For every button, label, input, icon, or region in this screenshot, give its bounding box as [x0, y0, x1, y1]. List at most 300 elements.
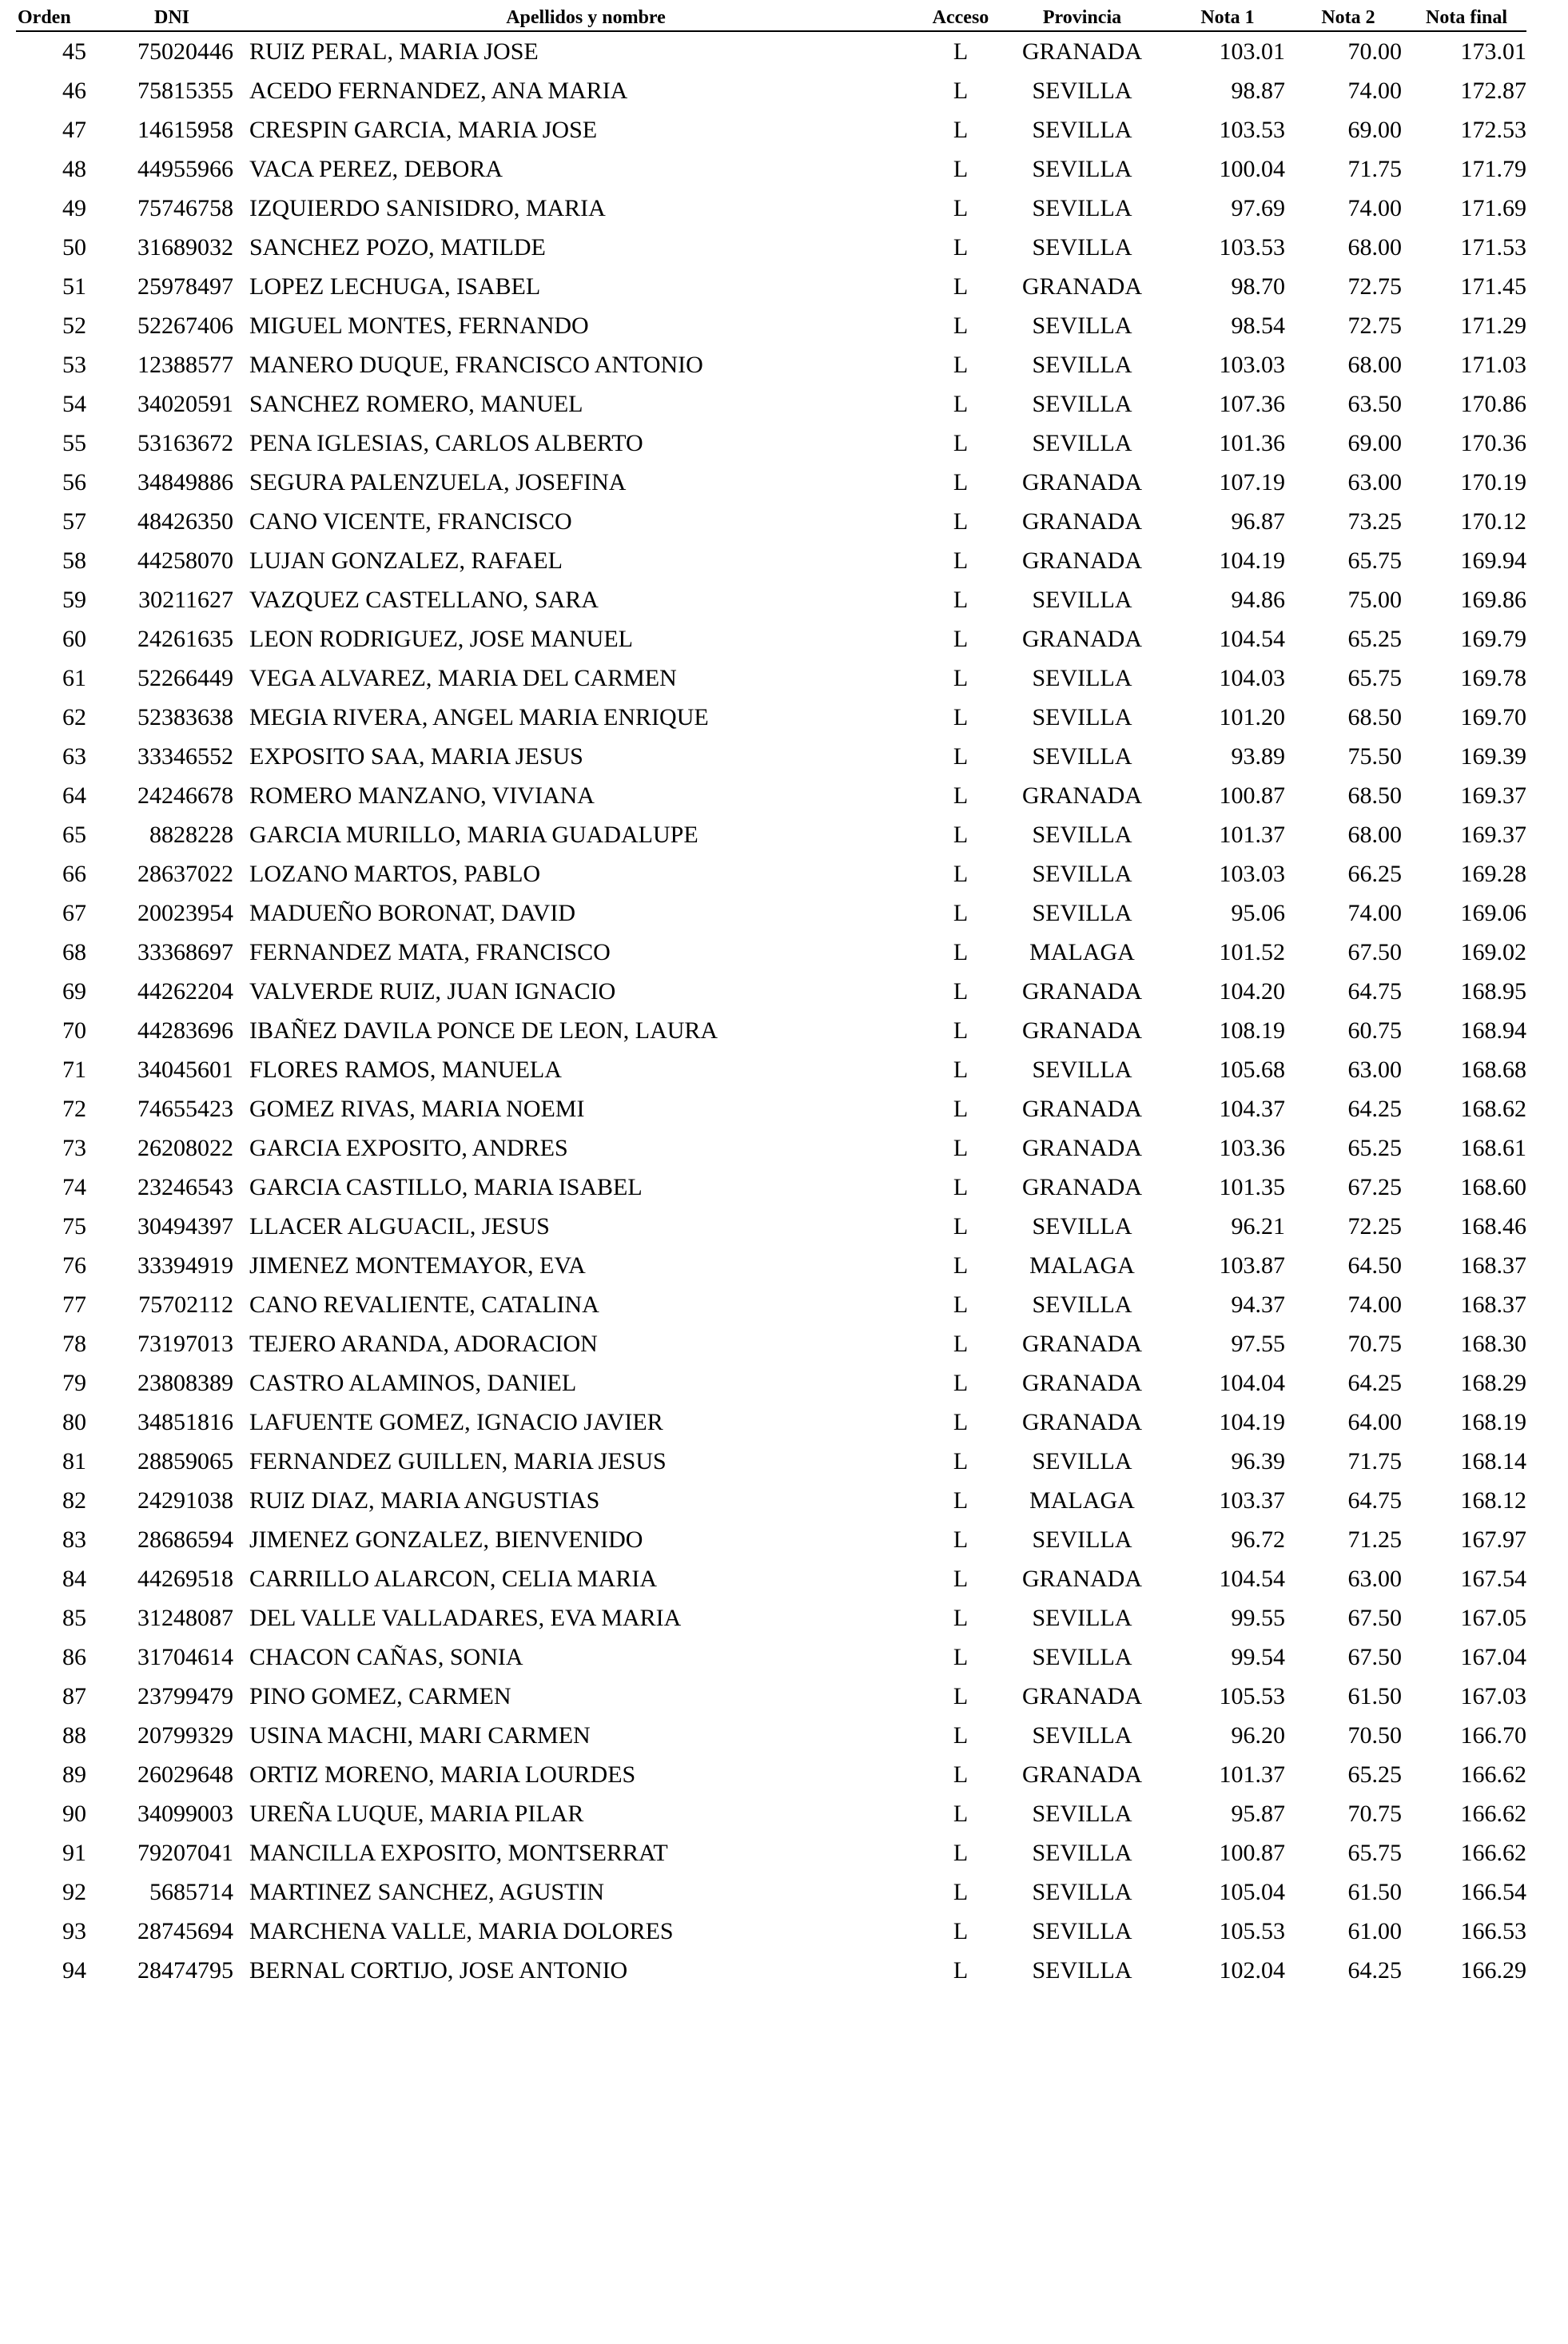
cell-nota1: 97.69	[1231, 194, 1285, 221]
cell-provincia: SEVILLA	[1032, 1056, 1132, 1083]
cell-acceso: L	[953, 547, 969, 574]
cell-orden: 49	[62, 194, 86, 221]
cell-dni: 52266449	[137, 664, 233, 691]
cell-orden: 51	[62, 273, 86, 300]
cell-nota2: 65.25	[1347, 625, 1402, 652]
table-row	[16, 110, 1526, 149]
cell-orden: 67	[62, 899, 86, 926]
cell-orden: 61	[62, 664, 86, 691]
table-row	[16, 1363, 1526, 1403]
cell-nota2: 60.75	[1347, 1017, 1402, 1044]
cell-nombre: CRESPIN GARCIA, MARIA JOSE	[249, 116, 598, 143]
cell-acceso: L	[953, 38, 969, 65]
table-row	[16, 1677, 1526, 1716]
cell-nota1: 104.54	[1219, 625, 1285, 652]
cell-provincia: MALAGA	[1029, 1252, 1135, 1279]
table-row	[16, 1207, 1526, 1246]
cell-provincia: GRANADA	[1022, 1017, 1142, 1044]
cell-nota2: 67.50	[1347, 938, 1402, 965]
cell-nota1: 107.36	[1219, 390, 1285, 417]
cell-acceso: L	[953, 468, 969, 495]
cell-acceso: L	[953, 273, 969, 300]
cell-nota1: 105.68	[1219, 1056, 1285, 1083]
cell-dni: 31248087	[137, 1604, 233, 1631]
cell-dni: 34020591	[137, 390, 233, 417]
cell-nota2: 69.00	[1347, 429, 1402, 456]
cell-provincia: SEVILLA	[1032, 1212, 1132, 1240]
cell-nombre: CHACON CAÑAS, SONIA	[249, 1643, 523, 1670]
cell-provincia: GRANADA	[1022, 468, 1142, 495]
cell-provincia: SEVILLA	[1032, 664, 1132, 691]
cell-acceso: L	[953, 1604, 969, 1631]
cell-nota-final: 166.62	[1460, 1800, 1526, 1827]
table-row	[16, 698, 1526, 737]
column-header-provincia: Provincia	[1042, 7, 1122, 28]
cell-dni: 12388577	[137, 351, 233, 378]
cell-nombre: LLACER ALGUACIL, JESUS	[249, 1212, 550, 1240]
cell-nota2: 69.00	[1347, 116, 1402, 143]
cell-dni: 48426350	[137, 507, 233, 535]
cell-dni: 31689032	[137, 233, 233, 261]
cell-provincia: GRANADA	[1022, 547, 1142, 574]
cell-dni: 8828228	[149, 821, 233, 848]
cell-orden: 91	[62, 1839, 86, 1866]
cell-provincia: GRANADA	[1022, 625, 1142, 652]
cell-provincia: SEVILLA	[1032, 742, 1132, 770]
cell-acceso: L	[953, 1761, 969, 1788]
cell-orden: 69	[62, 977, 86, 1005]
cell-dni: 33346552	[137, 742, 233, 770]
table-row	[16, 1324, 1526, 1363]
cell-nota2: 68.00	[1347, 351, 1402, 378]
cell-nombre: EXPOSITO SAA, MARIA JESUS	[249, 742, 583, 770]
cell-provincia: SEVILLA	[1032, 1291, 1132, 1318]
cell-provincia: SEVILLA	[1032, 1604, 1132, 1631]
table-row	[16, 306, 1526, 345]
cell-provincia: SEVILLA	[1032, 351, 1132, 378]
cell-orden: 85	[62, 1604, 86, 1631]
cell-nota-final: 168.29	[1460, 1369, 1526, 1396]
cell-nombre: TEJERO ARANDA, ADORACION	[249, 1330, 598, 1357]
cell-nota-final: 170.19	[1460, 468, 1526, 495]
cell-nota-final: 171.79	[1460, 155, 1526, 182]
table-row	[16, 1285, 1526, 1324]
cell-nota1: 105.53	[1219, 1917, 1285, 1944]
cell-acceso: L	[953, 586, 969, 613]
cell-dni: 23246543	[137, 1173, 233, 1200]
cell-nota1: 103.53	[1219, 116, 1285, 143]
column-header-nota2: Nota 2	[1321, 7, 1375, 28]
cell-orden: 71	[62, 1056, 86, 1083]
cell-nota1: 100.04	[1219, 155, 1285, 182]
table-row	[16, 1638, 1526, 1677]
cell-nota-final: 169.78	[1460, 664, 1526, 691]
cell-provincia: GRANADA	[1022, 38, 1142, 65]
cell-provincia: SEVILLA	[1032, 1917, 1132, 1944]
cell-nota-final: 169.06	[1460, 899, 1526, 926]
cell-nombre: MIGUEL MONTES, FERNANDO	[249, 312, 589, 339]
cell-nota1: 95.87	[1231, 1800, 1285, 1827]
cell-dni: 24246678	[137, 782, 233, 809]
column-header-acceso: Acceso	[932, 7, 989, 28]
cell-nota-final: 169.28	[1460, 860, 1526, 887]
cell-dni: 23808389	[137, 1369, 233, 1396]
cell-orden: 83	[62, 1526, 86, 1553]
cell-dni: 25978497	[137, 273, 233, 300]
cell-nombre: RUIZ DIAZ, MARIA ANGUSTIAS	[249, 1486, 600, 1514]
cell-acceso: L	[953, 1800, 969, 1827]
cell-dni: 34851816	[137, 1408, 233, 1435]
cell-acceso: L	[953, 429, 969, 456]
cell-nota-final: 168.12	[1460, 1486, 1526, 1514]
cell-dni: 73197013	[137, 1330, 233, 1357]
cell-nota2: 64.00	[1347, 1408, 1402, 1435]
cell-dni: 30211627	[138, 586, 233, 613]
table-row	[16, 1246, 1526, 1285]
cell-nota1: 105.04	[1219, 1878, 1285, 1905]
cell-nombre: IBAÑEZ DAVILA PONCE DE LEON, LAURA	[249, 1017, 718, 1044]
cell-nota-final: 172.53	[1460, 116, 1526, 143]
cell-nota-final: 171.45	[1460, 273, 1526, 300]
cell-dni: 26208022	[137, 1134, 233, 1161]
cell-nota2: 65.25	[1347, 1761, 1402, 1788]
cell-nota1: 103.03	[1219, 860, 1285, 887]
table-row	[16, 1520, 1526, 1559]
cell-orden: 86	[62, 1643, 86, 1670]
cell-dni: 14615958	[137, 116, 233, 143]
cell-acceso: L	[953, 351, 969, 378]
cell-nota-final: 168.95	[1460, 977, 1526, 1005]
cell-dni: 28474795	[137, 1956, 233, 1984]
cell-dni: 44283696	[137, 1017, 233, 1044]
table-row	[16, 933, 1526, 972]
cell-nota-final: 168.62	[1460, 1095, 1526, 1122]
cell-nombre: CASTRO ALAMINOS, DANIEL	[249, 1369, 577, 1396]
table-row	[16, 541, 1526, 580]
cell-nota1: 101.52	[1219, 938, 1285, 965]
table-row	[16, 1598, 1526, 1638]
table-row	[16, 1442, 1526, 1481]
cell-orden: 77	[62, 1291, 86, 1318]
cell-nota-final: 171.29	[1460, 312, 1526, 339]
cell-nota1: 104.20	[1219, 977, 1285, 1005]
cell-nota-final: 167.03	[1460, 1682, 1526, 1709]
cell-nota2: 72.75	[1347, 312, 1402, 339]
cell-nota2: 70.75	[1347, 1800, 1402, 1827]
cell-nota2: 74.00	[1347, 899, 1402, 926]
cell-acceso: L	[953, 1956, 969, 1984]
cell-nombre: LUJAN GONZALEZ, RAFAEL	[249, 547, 563, 574]
cell-acceso: L	[953, 977, 969, 1005]
cell-nota-final: 166.53	[1460, 1917, 1526, 1944]
cell-nota-final: 169.37	[1460, 821, 1526, 848]
cell-nota1: 104.03	[1219, 664, 1285, 691]
cell-nota-final: 169.02	[1460, 938, 1526, 965]
cell-nota1: 104.54	[1219, 1565, 1285, 1592]
cell-nota-final: 167.04	[1460, 1643, 1526, 1670]
cell-nota2: 65.75	[1347, 664, 1402, 691]
cell-dni: 44269518	[137, 1565, 233, 1592]
cell-orden: 60	[62, 625, 86, 652]
cell-provincia: SEVILLA	[1032, 860, 1132, 887]
cell-dni: 44955966	[137, 155, 233, 182]
cell-orden: 72	[62, 1095, 86, 1122]
cell-nombre: CANO REVALIENTE, CATALINA	[249, 1291, 599, 1318]
cell-nota-final: 169.37	[1460, 782, 1526, 809]
cell-nota2: 74.00	[1347, 194, 1402, 221]
cell-nota2: 70.00	[1347, 38, 1402, 65]
cell-nota-final: 168.94	[1460, 1017, 1526, 1044]
cell-orden: 81	[62, 1447, 86, 1474]
cell-nota-final: 166.62	[1460, 1761, 1526, 1788]
cell-nota1: 95.06	[1231, 899, 1285, 926]
cell-nombre: MARCHENA VALLE, MARIA DOLORES	[249, 1917, 674, 1944]
cell-nota1: 107.19	[1219, 468, 1285, 495]
table-row	[16, 463, 1526, 502]
cell-orden: 87	[62, 1682, 86, 1709]
cell-provincia: SEVILLA	[1032, 1526, 1132, 1553]
cell-orden: 50	[62, 233, 86, 261]
cell-nota2: 64.25	[1347, 1095, 1402, 1122]
column-header-nota1: Nota 1	[1200, 7, 1255, 28]
cell-nota2: 71.75	[1347, 155, 1402, 182]
cell-provincia: SEVILLA	[1032, 899, 1132, 926]
cell-nombre: GARCIA MURILLO, MARIA GUADALUPE	[249, 821, 698, 848]
cell-orden: 66	[62, 860, 86, 887]
cell-dni: 34099003	[137, 1800, 233, 1827]
cell-nota-final: 166.62	[1460, 1839, 1526, 1866]
cell-nota1: 103.03	[1219, 351, 1285, 378]
cell-acceso: L	[953, 1447, 969, 1474]
cell-dni: 44262204	[137, 977, 233, 1005]
cell-acceso: L	[953, 1917, 969, 1944]
cell-nombre: CANO VICENTE, FRANCISCO	[249, 507, 572, 535]
cell-nombre: PINO GOMEZ, CARMEN	[249, 1682, 511, 1709]
cell-nota2: 65.25	[1347, 1134, 1402, 1161]
cell-acceso: L	[953, 390, 969, 417]
cell-nota1: 103.87	[1219, 1252, 1285, 1279]
cell-nombre: VALVERDE RUIZ, JUAN IGNACIO	[249, 977, 616, 1005]
column-header-dni: DNI	[153, 7, 189, 28]
cell-nota2: 72.75	[1347, 273, 1402, 300]
cell-nota1: 96.21	[1231, 1212, 1285, 1240]
cell-nota-final: 166.70	[1460, 1721, 1526, 1749]
cell-orden: 45	[62, 38, 86, 65]
cell-provincia: SEVILLA	[1032, 312, 1132, 339]
cell-nota2: 66.25	[1347, 860, 1402, 887]
table-row	[16, 1912, 1526, 1951]
cell-acceso: L	[953, 860, 969, 887]
cell-nota1: 94.37	[1231, 1291, 1285, 1318]
cell-provincia: SEVILLA	[1032, 703, 1132, 730]
cell-nota-final: 173.01	[1460, 38, 1526, 65]
cell-nota-final: 168.46	[1460, 1212, 1526, 1240]
cell-acceso: L	[953, 233, 969, 261]
cell-nota1: 101.37	[1219, 1761, 1285, 1788]
cell-acceso: L	[953, 899, 969, 926]
cell-nota2: 70.50	[1347, 1721, 1402, 1749]
cell-acceso: L	[953, 1369, 969, 1396]
cell-nombre: MANCILLA EXPOSITO, MONTSERRAT	[249, 1839, 668, 1866]
cell-nota1: 99.54	[1231, 1643, 1285, 1670]
table-row	[16, 149, 1526, 189]
table-row	[16, 580, 1526, 619]
cell-nota1: 101.37	[1219, 821, 1285, 848]
cell-provincia: GRANADA	[1022, 1369, 1142, 1396]
cell-nota-final: 166.29	[1460, 1956, 1526, 1984]
cell-nota1: 101.36	[1219, 429, 1285, 456]
cell-nombre: FERNANDEZ MATA, FRANCISCO	[249, 938, 611, 965]
cell-nombre: ROMERO MANZANO, VIVIANA	[249, 782, 595, 809]
cell-acceso: L	[953, 742, 969, 770]
cell-dni: 34849886	[137, 468, 233, 495]
cell-dni: 75020446	[137, 38, 233, 65]
cell-nombre: GOMEZ RIVAS, MARIA NOEMI	[249, 1095, 585, 1122]
cell-acceso: L	[953, 1173, 969, 1200]
cell-nota-final: 168.60	[1460, 1173, 1526, 1200]
cell-nota2: 68.00	[1347, 821, 1402, 848]
cell-orden: 54	[62, 390, 86, 417]
cell-nota2: 67.25	[1347, 1173, 1402, 1200]
cell-nombre: SANCHEZ POZO, MATILDE	[249, 233, 546, 261]
cell-provincia: SEVILLA	[1032, 1800, 1132, 1827]
cell-orden: 88	[62, 1721, 86, 1749]
cell-nota1: 104.04	[1219, 1369, 1285, 1396]
cell-nota1: 103.01	[1219, 38, 1285, 65]
cell-nota1: 101.20	[1219, 703, 1285, 730]
table-row	[16, 1089, 1526, 1128]
cell-orden: 93	[62, 1917, 86, 1944]
cell-nota2: 73.25	[1347, 507, 1402, 535]
cell-provincia: SEVILLA	[1032, 233, 1132, 261]
cell-nombre: RUIZ PERAL, MARIA JOSE	[249, 38, 539, 65]
table-row	[16, 1168, 1526, 1207]
cell-nota2: 75.50	[1347, 742, 1402, 770]
cell-nota-final: 171.69	[1460, 194, 1526, 221]
cell-nota2: 65.75	[1347, 1839, 1402, 1866]
cell-nombre: LOZANO MARTOS, PABLO	[249, 860, 541, 887]
cell-orden: 48	[62, 155, 86, 182]
cell-nota-final: 168.14	[1460, 1447, 1526, 1474]
cell-nombre: JIMENEZ GONZALEZ, BIENVENIDO	[249, 1526, 643, 1553]
cell-nota-final: 171.53	[1460, 233, 1526, 261]
cell-orden: 52	[62, 312, 86, 339]
cell-dni: 33394919	[137, 1252, 233, 1279]
table-row	[16, 31, 1526, 71]
cell-nota2: 72.25	[1347, 1212, 1402, 1240]
table-row	[16, 619, 1526, 659]
table-row	[16, 502, 1526, 541]
cell-nota2: 61.50	[1347, 1682, 1402, 1709]
cell-dni: 26029648	[137, 1761, 233, 1788]
cell-dni: 75746758	[137, 194, 233, 221]
cell-dni: 31704614	[137, 1643, 233, 1670]
cell-nota-final: 169.70	[1460, 703, 1526, 730]
cell-nota2: 67.50	[1347, 1643, 1402, 1670]
table-row	[16, 659, 1526, 698]
cell-acceso: L	[953, 155, 969, 182]
cell-nota1: 104.37	[1219, 1095, 1285, 1122]
cell-nombre: MANERO DUQUE, FRANCISCO ANTONIO	[249, 351, 703, 378]
cell-provincia: GRANADA	[1022, 977, 1142, 1005]
cell-dni: 28745694	[137, 1917, 233, 1944]
cell-nota-final: 166.54	[1460, 1878, 1526, 1905]
cell-orden: 68	[62, 938, 86, 965]
cell-orden: 58	[62, 547, 86, 574]
table-row	[16, 776, 1526, 815]
cell-nota-final: 167.54	[1460, 1565, 1526, 1592]
cell-nota1: 96.87	[1231, 507, 1285, 535]
cell-acceso: L	[953, 1526, 969, 1553]
cell-acceso: L	[953, 1017, 969, 1044]
cell-orden: 90	[62, 1800, 86, 1827]
cell-nota1: 98.87	[1231, 77, 1285, 104]
cell-nota1: 96.20	[1231, 1721, 1285, 1749]
cell-nota2: 61.00	[1347, 1917, 1402, 1944]
cell-orden: 74	[62, 1173, 86, 1200]
cell-orden: 75	[62, 1212, 86, 1240]
cell-nota1: 103.36	[1219, 1134, 1285, 1161]
cell-orden: 55	[62, 429, 86, 456]
cell-acceso: L	[953, 116, 969, 143]
cell-acceso: L	[953, 703, 969, 730]
cell-dni: 28859065	[137, 1447, 233, 1474]
cell-nombre: SEGURA PALENZUELA, JOSEFINA	[249, 468, 627, 495]
cell-dni: 24291038	[137, 1486, 233, 1514]
cell-provincia: SEVILLA	[1032, 116, 1132, 143]
cell-nota2: 71.75	[1347, 1447, 1402, 1474]
cell-nombre: LAFUENTE GOMEZ, IGNACIO JAVIER	[249, 1408, 663, 1435]
cell-provincia: SEVILLA	[1032, 1878, 1132, 1905]
cell-provincia: SEVILLA	[1032, 1956, 1132, 1984]
cell-nota-final: 168.37	[1460, 1291, 1526, 1318]
cell-nota2: 71.25	[1347, 1526, 1402, 1553]
cell-nota2: 74.00	[1347, 77, 1402, 104]
cell-nota1: 97.55	[1231, 1330, 1285, 1357]
cell-nota-final: 168.30	[1460, 1330, 1526, 1357]
cell-provincia: MALAGA	[1029, 938, 1135, 965]
cell-acceso: L	[953, 1330, 969, 1357]
cell-nota2: 63.00	[1347, 1565, 1402, 1592]
cell-orden: 56	[62, 468, 86, 495]
cell-nombre: VAZQUEZ CASTELLANO, SARA	[249, 586, 599, 613]
cell-dni: 52383638	[137, 703, 233, 730]
cell-acceso: L	[953, 625, 969, 652]
cell-nota-final: 170.12	[1460, 507, 1526, 535]
table-row	[16, 893, 1526, 933]
cell-provincia: SEVILLA	[1032, 194, 1132, 221]
table-row	[16, 1559, 1526, 1598]
cell-nombre: CARRILLO ALARCON, CELIA MARIA	[249, 1565, 658, 1592]
cell-provincia: GRANADA	[1022, 1761, 1142, 1788]
cell-acceso: L	[953, 821, 969, 848]
cell-orden: 57	[62, 507, 86, 535]
cell-nota1: 93.89	[1231, 742, 1285, 770]
cell-provincia: MALAGA	[1029, 1486, 1135, 1514]
cell-nota-final: 168.37	[1460, 1252, 1526, 1279]
cell-dni: 24261635	[137, 625, 233, 652]
cell-dni: 75702112	[138, 1291, 233, 1318]
cell-provincia: SEVILLA	[1032, 1643, 1132, 1670]
cell-nombre: GARCIA EXPOSITO, ANDRES	[249, 1134, 568, 1161]
cell-nota1: 101.35	[1219, 1173, 1285, 1200]
table-row	[16, 267, 1526, 306]
cell-nombre: MARTINEZ SANCHEZ, AGUSTIN	[249, 1878, 605, 1905]
table-row	[16, 1951, 1526, 1990]
cell-nota2: 65.75	[1347, 547, 1402, 574]
cell-dni: 30494397	[137, 1212, 233, 1240]
cell-provincia: SEVILLA	[1032, 1721, 1132, 1749]
